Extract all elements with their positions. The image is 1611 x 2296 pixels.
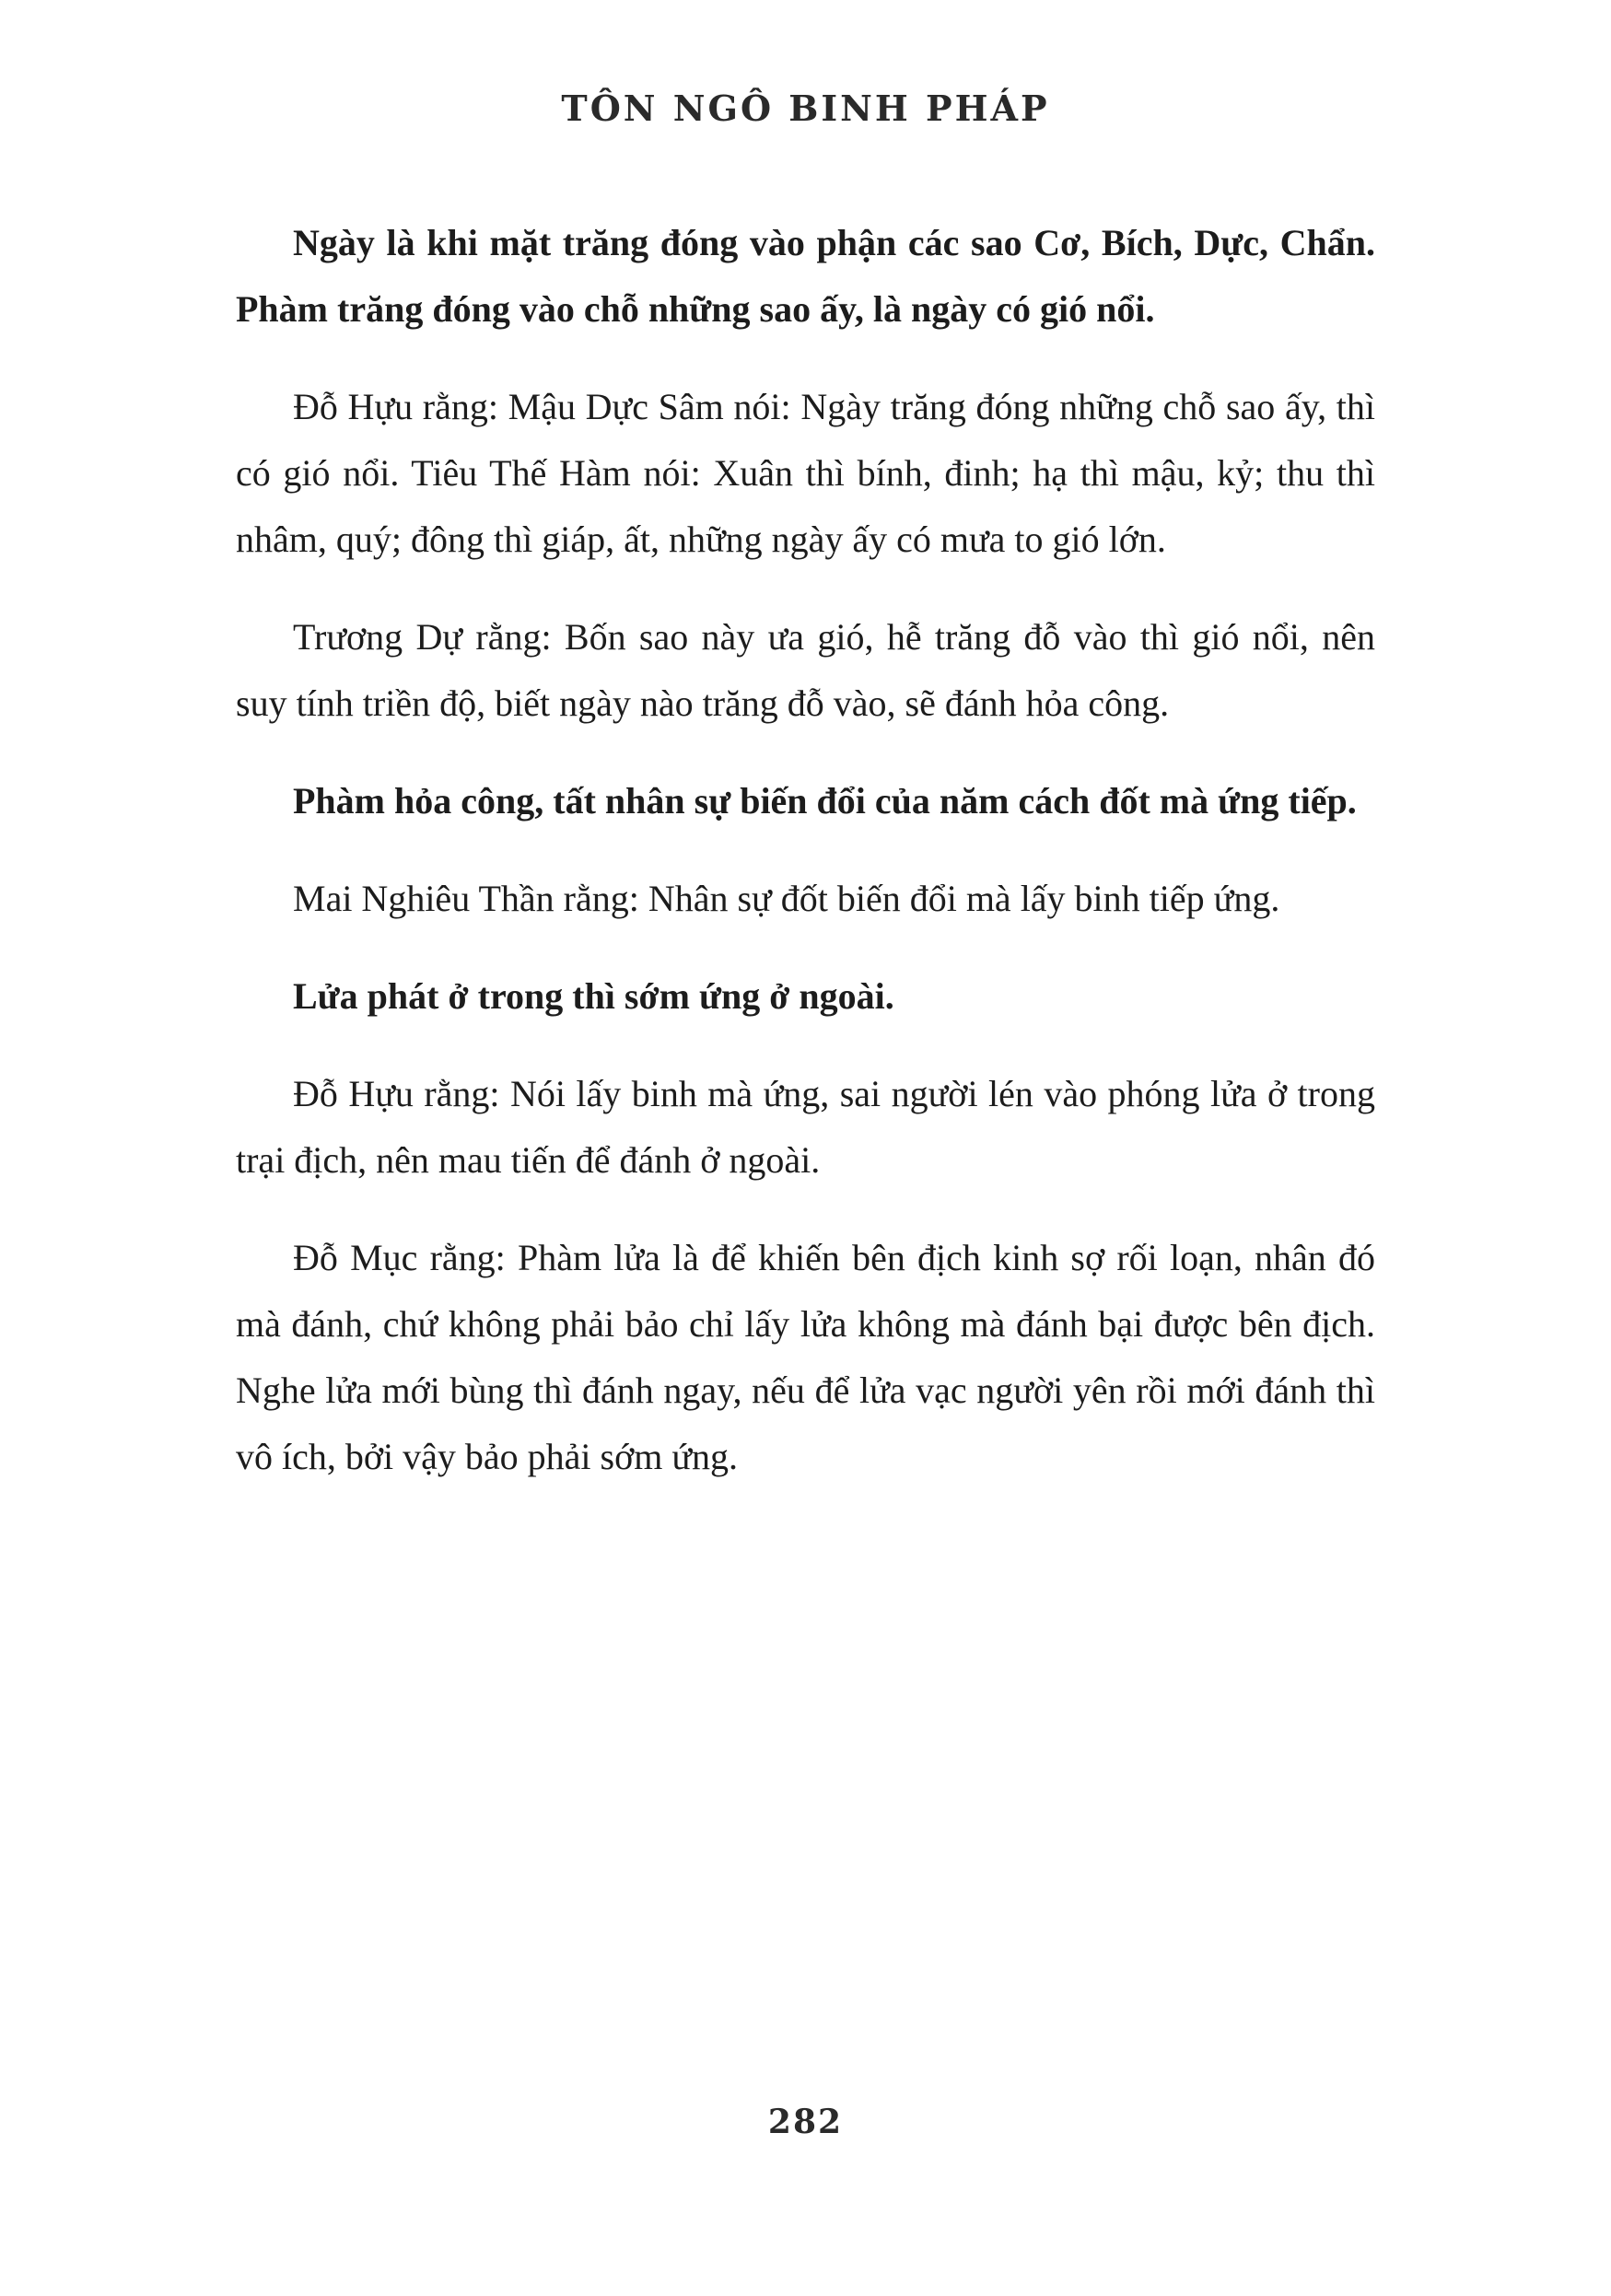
paragraph-commentary: Mai Nghiêu Thần rằng: Nhân sự đốt biến đổi mà lấy binh tiếp ứng. xyxy=(293,878,1280,919)
paragraph-main-text: Lửa phát ở trong thì sớm ứng ở ngoài. xyxy=(293,975,894,1017)
page-number: 282 xyxy=(767,2103,844,2141)
paragraph-commentary: Đỗ Hựu rằng: Nói lấy binh mà ứng, sai người lén vào phóng lửa ở trong trại địch, nên mau tiến để đánh ở ngoài. xyxy=(236,1073,1375,1181)
page-content xyxy=(236,210,1375,1490)
paragraph-commentary: Đỗ Mục rằng: Phàm lửa là để khiến bên địch kinh sợ rối loạn, nhân đó mà đánh, chứ không phải bảo chỉ lấy lửa không mà đánh bại được bên địch. Nghe lửa mới bùng thì đánh ngay, nếu để lửa vạc người yên rồi mới đánh thì vô ích, bởi vậy bảo phải sớm ứng. xyxy=(236,1237,1375,1477)
page-header-title: TÔN NGÔ BINH PHÁP xyxy=(561,87,1050,129)
paragraph-main-text: Phàm hỏa công, tất nhân sự biến đổi của năm cách đốt mà ứng tiếp. xyxy=(293,780,1357,822)
paragraph-main-text: Ngày là khi mặt trăng đóng vào phận các sao Cơ, Bích, Dực, Chẩn. Phàm trăng đóng vào chỗ những sao ấy, là ngày có gió nổi. xyxy=(236,222,1375,330)
paragraph-commentary: Trương Dự rằng: Bốn sao này ưa gió, hễ trăng đỗ vào thì gió nổi, nên suy tính triền độ, biết ngày nào trăng đỗ vào, sẽ đánh hỏa công. xyxy=(236,616,1375,724)
paragraph-commentary: Đỗ Hựu rằng: Mậu Dực Sâm nói: Ngày trăng đóng những chỗ sao ấy, thì có gió nổi. Tiêu Thế Hàm nói: Xuân thì bính, đinh; hạ thì mậu, kỷ; thu thì nhâm, quý; đông thì giáp, ất, những ngày ấy có mưa to gió lớn. xyxy=(236,386,1375,560)
